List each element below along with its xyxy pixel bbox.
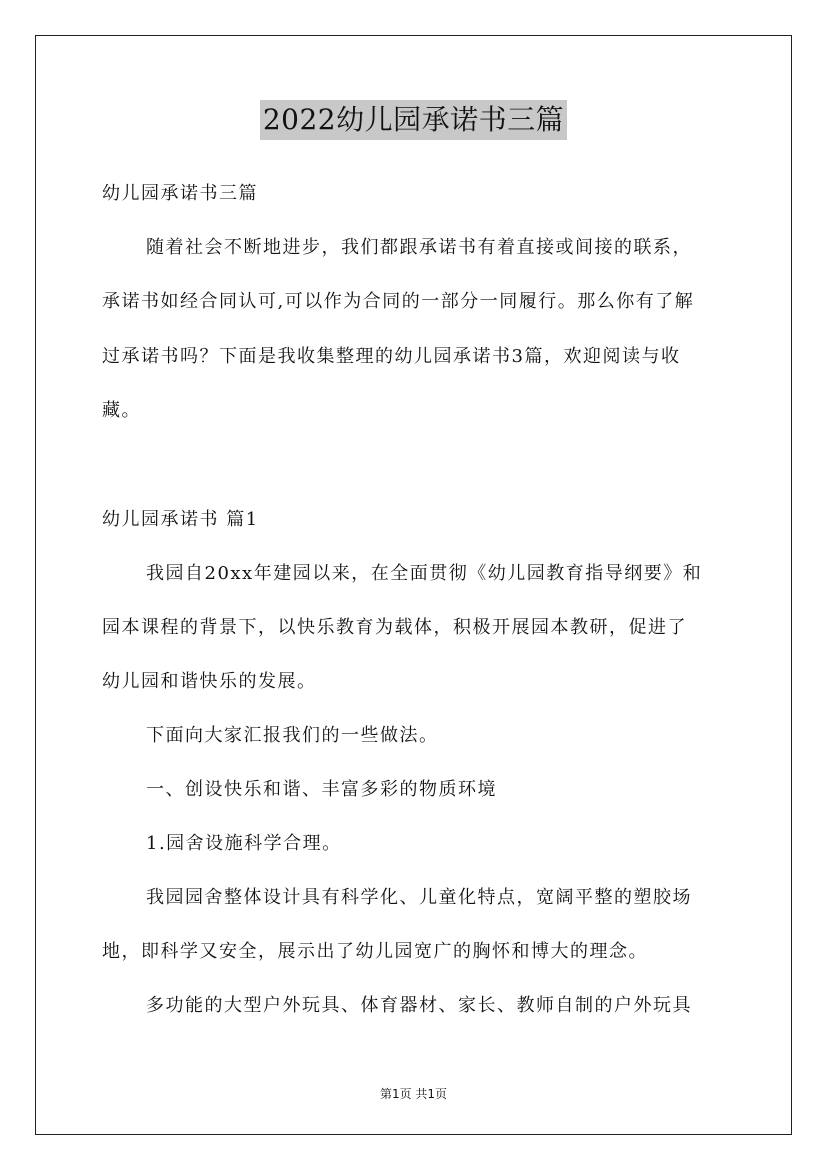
section-heading-1: 幼儿园承诺书 篇1 — [102, 509, 259, 530]
paragraph-1-line-2: 园本课程的背景下，以快乐教育为载体，积极开展园本教研，促进了 — [102, 617, 687, 638]
paragraph-3-line-2: 地，即科学又安全，展示出了幼儿园宽广的胸怀和博大的理念。 — [102, 941, 648, 962]
document-title: 2022幼儿园承诺书三篇 — [260, 100, 567, 140]
intro-paragraph-line-2: 承诺书如经合同认可,可以作为合同的一部分一同履行。那么你有了解 — [102, 291, 695, 312]
subheading-1-1: 1.园舍设施科学合理。 — [146, 833, 342, 854]
subheading-1: 一、创设快乐和谐、丰富多彩的物质环境 — [146, 779, 497, 800]
paragraph-4-line-1: 多功能的大型户外玩具、体育器材、家长、教师自制的户外玩具 — [146, 995, 692, 1016]
paragraph-1-line-3: 幼儿园和谐快乐的发展。 — [102, 671, 317, 692]
title-container — [0, 100, 827, 140]
intro-heading: 幼儿园承诺书三篇 — [102, 183, 258, 204]
page-footer: 第1页 共1页 — [379, 1087, 448, 1101]
paragraph-1-line-1: 我园自20xx年建园以来，在全面贯彻《幼儿园教育指导纲要》和 — [146, 563, 703, 584]
intro-paragraph-line-4: 藏。 — [102, 400, 141, 421]
paragraph-3-line-1: 我园园舍整体设计具有科学化、儿童化特点，宽阔平整的塑胶场 — [146, 887, 692, 908]
intro-paragraph-line-1: 随着社会不断地进步，我们都跟承诺书有着直接或间接的联系， — [146, 237, 692, 258]
paragraph-2: 下面向大家汇报我们的一些做法。 — [146, 725, 439, 746]
intro-paragraph-line-3: 过承诺书吗？下面是我收集整理的幼儿园承诺书3篇，欢迎阅读与收 — [102, 346, 681, 367]
